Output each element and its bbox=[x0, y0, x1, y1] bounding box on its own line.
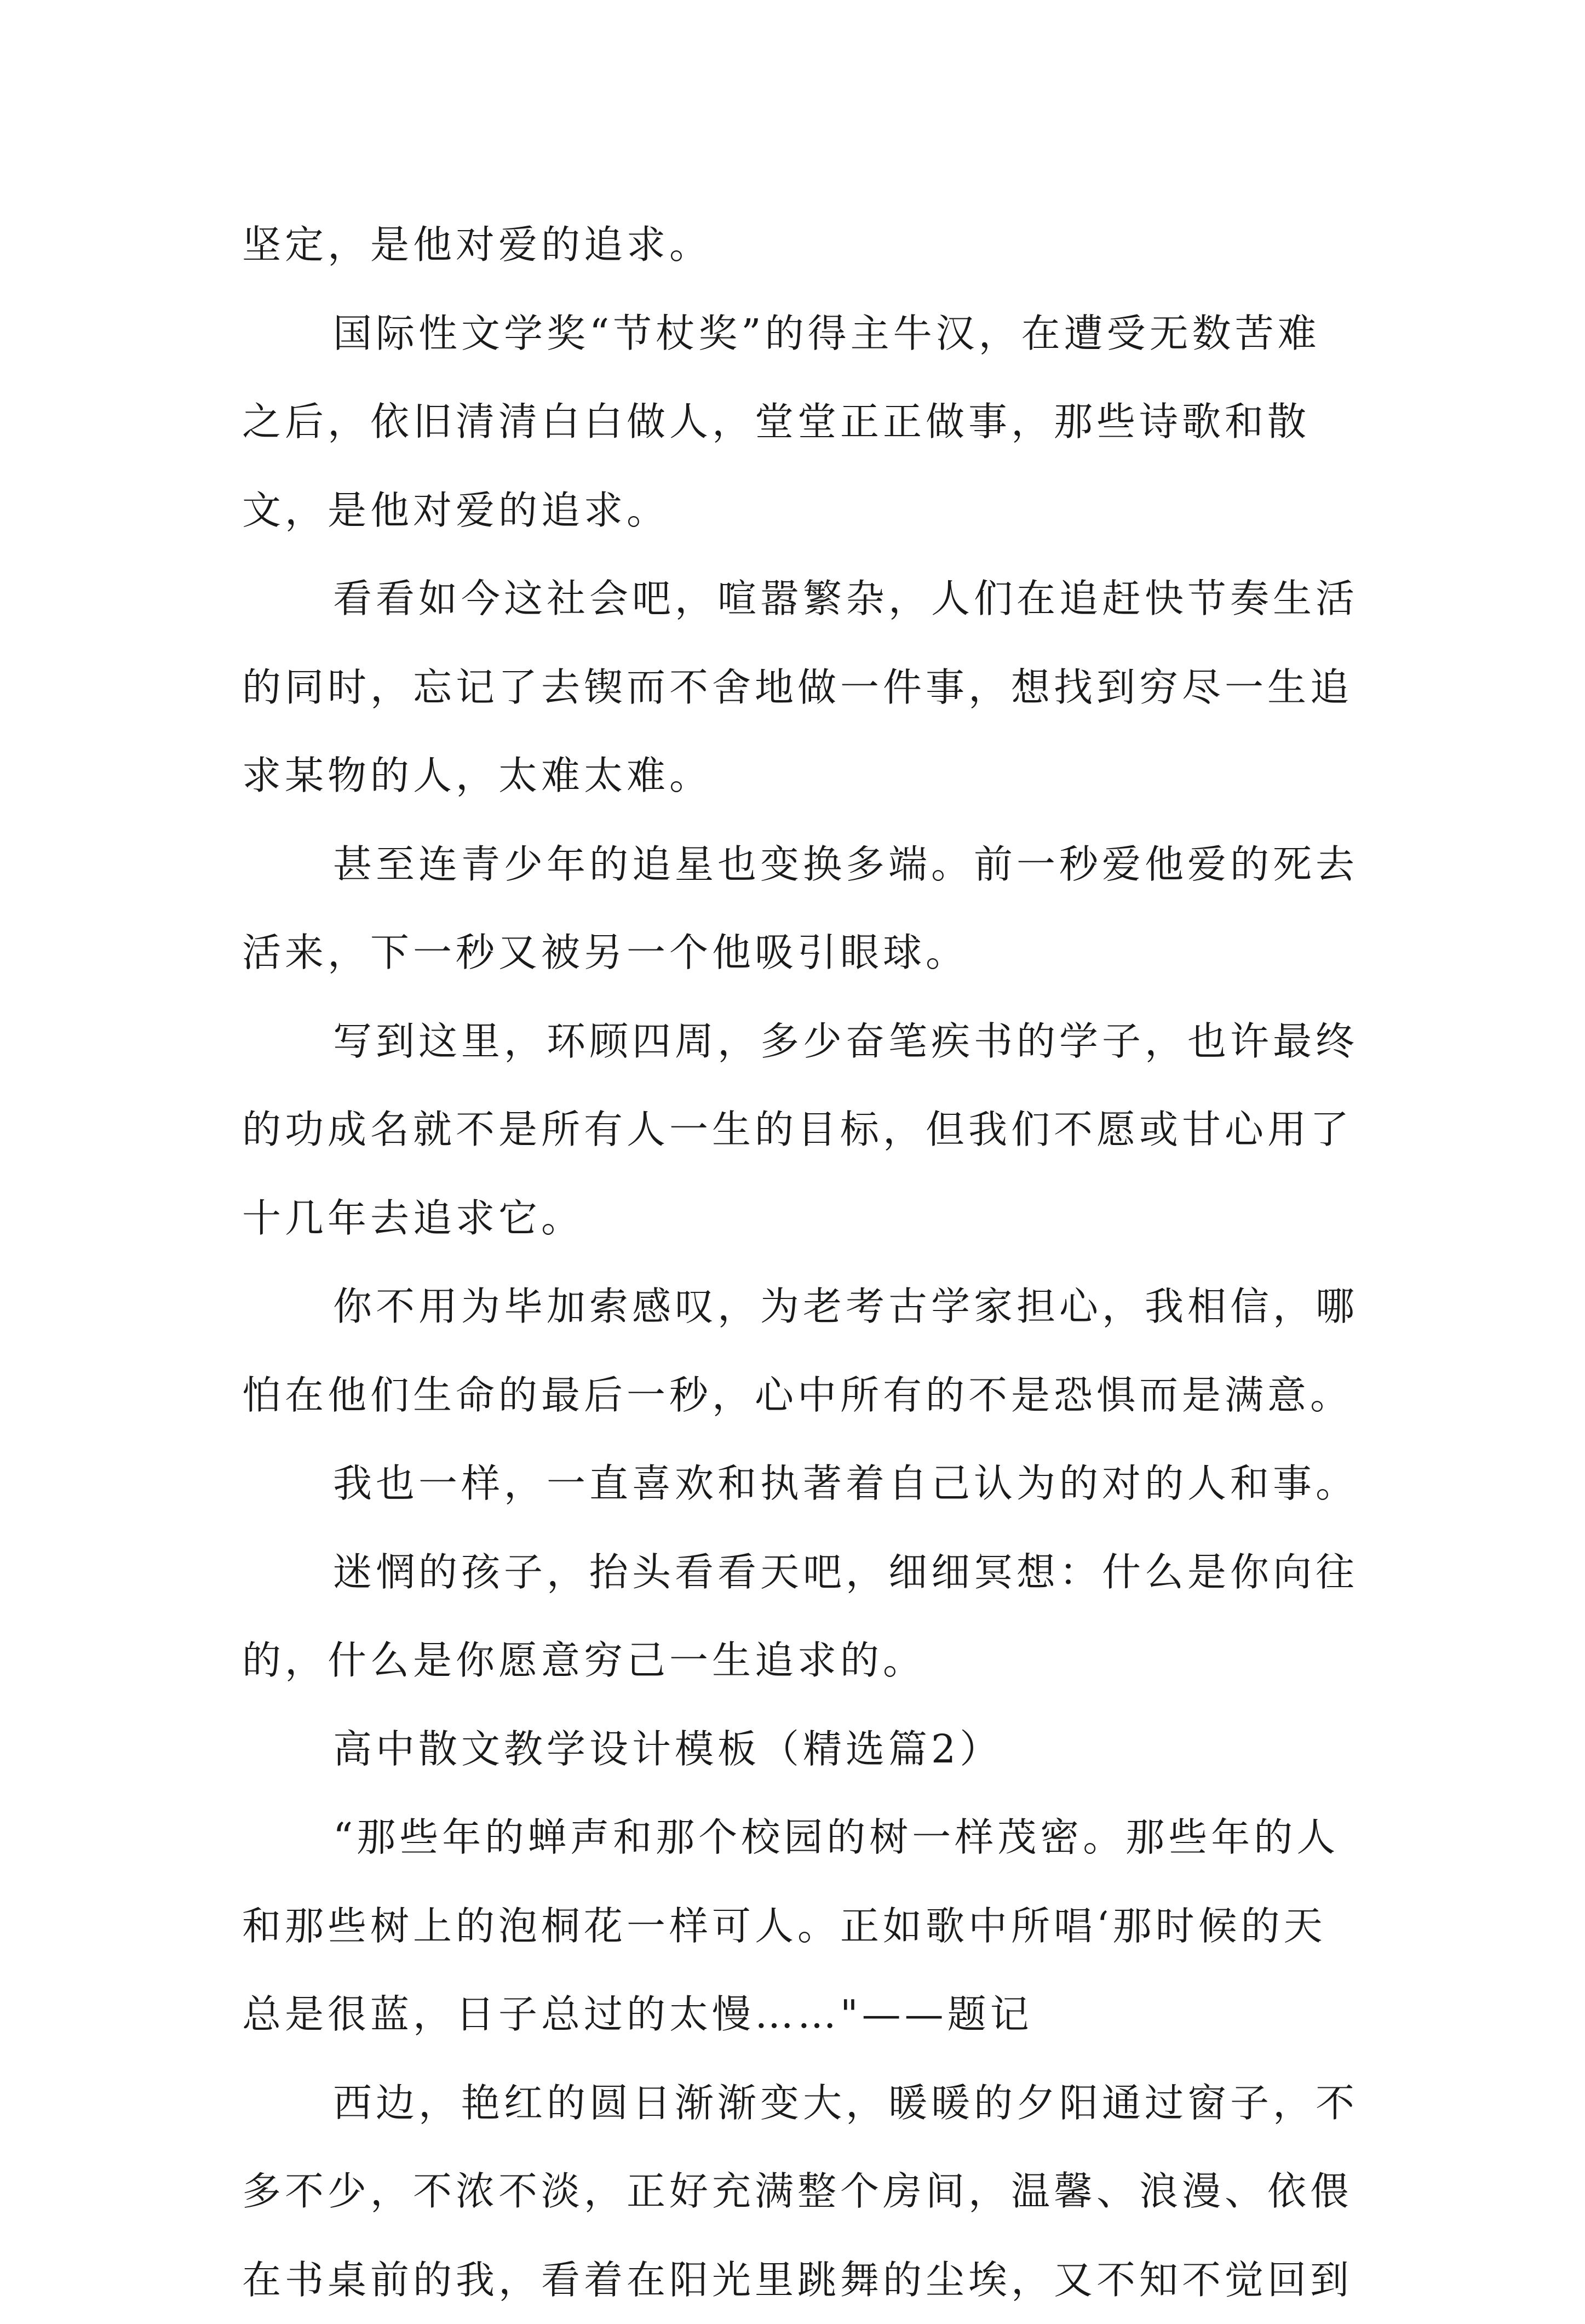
paragraph-5: 写到这里，环顾四周，多少奋笔疾书的学子，也许最终的功成名就不是所有人一生的目标，但我们不愿或甘心用了十几年去追求它。 bbox=[242, 997, 1362, 1263]
section-heading: 高中散文教学设计模板（精选篇2） bbox=[242, 1705, 1362, 1794]
paragraph-4: 甚至连青少年的追星也变换多端。前一秒爱他爱的死去活来，下一秒又被另一个他吸引眼球。 bbox=[242, 820, 1362, 997]
paragraph-6: 你不用为毕加索感叹，为老考古学家担心，我相信，哪怕在他们生命的最后一秒，心中所有的不是恐惧而是满意。 bbox=[242, 1262, 1362, 1439]
paragraph-1: 坚定，是他对爱的追求。 bbox=[242, 201, 1362, 289]
paragraph-3: 看看如今这社会吧，喧嚣繁杂，人们在追赶快节奏生活的同时，忘记了去锲而不舍地做一件事，想找到穷尽一生追求某物的人，太难太难。 bbox=[242, 554, 1362, 820]
paragraph-2: 国际性文学奖“节杖奖”的得主牛汉，在遭受无数苦难之后，依旧清清白白做人，堂堂正正做事，那些诗歌和散文，是他对爱的追求。 bbox=[242, 289, 1362, 555]
paragraph-epigraph: “那些年的蝉声和那个校园的树一样茂密。那些年的人和那些树上的泡桐花一样可人。正如歌中所唱‘那时候的天总是很蓝，日子总过的太慢……"——题记 bbox=[242, 1793, 1362, 2059]
paragraph-7: 我也一样，一直喜欢和执著着自己认为的对的人和事。 bbox=[242, 1439, 1362, 1528]
paragraph-10: 西边，艳红的圆日渐渐变大，暖暖的夕阳通过窗子，不多不少，不浓不淡，正好充满整个房间，温馨、浪漫、依偎在书桌前的我，看着在阳光里跳舞的尘埃，又不知不觉回到 bbox=[242, 2059, 1362, 2324]
document-body bbox=[242, 201, 1362, 2324]
paragraph-8: 迷惘的孩子，抬头看看天吧，细细冥想：什么是你向往的，什么是你愿意穷己一生追求的。 bbox=[242, 1528, 1362, 1705]
